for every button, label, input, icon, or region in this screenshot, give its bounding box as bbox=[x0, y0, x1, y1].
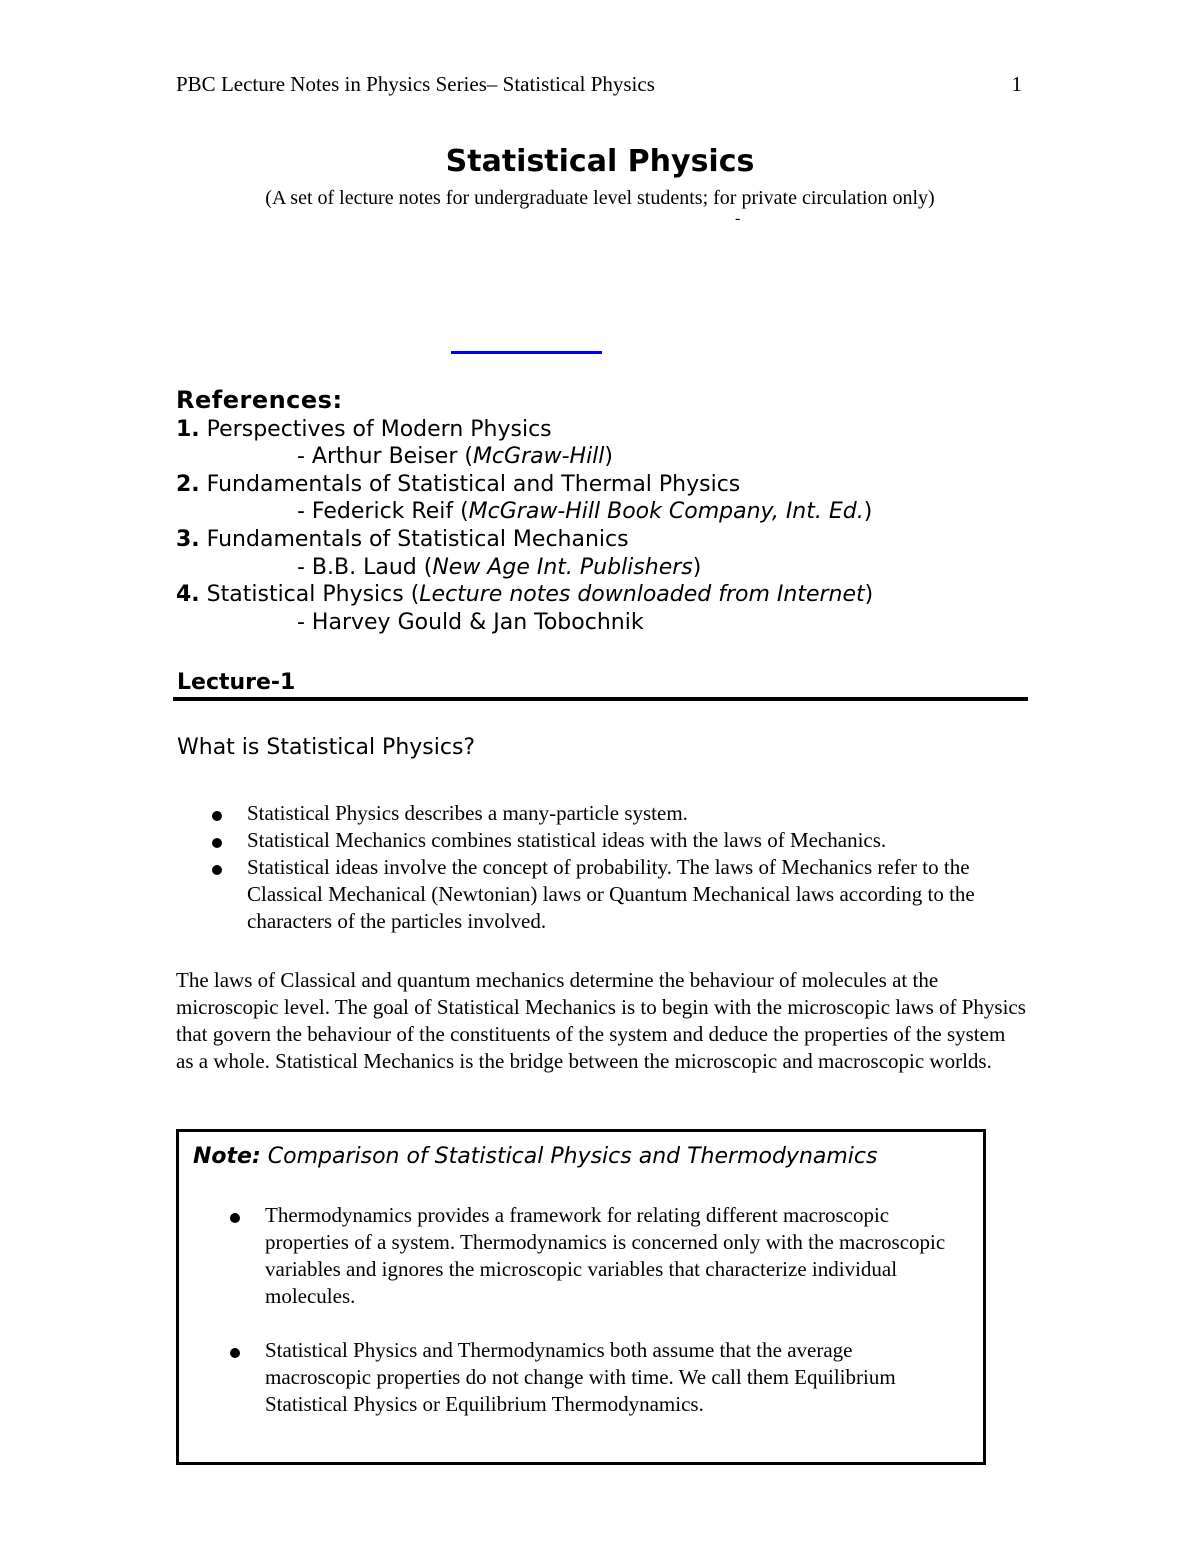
document-title: Statistical Physics bbox=[445, 144, 755, 179]
body-paragraph: The laws of Classical and quantum mechanics determine the behaviour of molecules at the microscopic level. The goal of Statistical Mechanics is to begin with the microscopic laws of Physics that govern the behaviour of the constituents of the system and deduce the properties of the system as a whole. Statistical Mechanics is the bridge between the microscopic and macroscopic worlds. bbox=[176, 968, 1026, 1073]
reference-item bbox=[176, 526, 873, 554]
note-title-text: Comparison of Statistical Physics and Thermodynamics bbox=[260, 1144, 878, 1169]
document-subtitle: (A set of lecture notes for undergraduate level students; for private circulation only) bbox=[265, 187, 935, 209]
reference-item bbox=[176, 471, 873, 499]
page-number: 1 bbox=[1011, 72, 1022, 96]
hyperlink-underline[interactable] bbox=[451, 351, 602, 354]
note-bullet-list bbox=[179, 1202, 949, 1418]
reference-title: Fundamentals of Statistical Mechanics bbox=[199, 526, 629, 552]
list-item: Statistical ideas involve the concept of probability. The laws of Mechanics refer to the Classical Mechanical (Newtonian) laws or Quantum Mechanical laws according to the characters of the particles involved. bbox=[176, 854, 1016, 935]
list-item: Statistical Physics describes a many-particle system. bbox=[176, 800, 1016, 827]
running-header bbox=[176, 72, 1026, 97]
reference-author: - B.B. Laud (New Age Int. Publishers) bbox=[297, 554, 702, 580]
list-item: Thermodynamics provides a framework for relating different macroscopic properties of a system. Thermodynamics is concerned only with the macroscopic variables and ignores the microscopic variables that characterize individual molecules. bbox=[179, 1202, 949, 1310]
reference-author: - Harvey Gould & Jan Tobochnik bbox=[297, 609, 644, 635]
section-heading: What is Statistical Physics? bbox=[177, 735, 476, 760]
reference-title: Fundamentals of Statistical and Thermal Physics bbox=[199, 471, 741, 497]
list-item: Statistical Physics and Thermodynamics both assume that the average macroscopic properties do not change with time. We call them Equilibrium Statistical Physics or Equilibrium Thermodynamics. bbox=[179, 1337, 949, 1418]
reference-publisher: New Age Int. Publishers bbox=[432, 554, 693, 580]
note-label: Note: bbox=[193, 1144, 261, 1169]
references-section bbox=[176, 387, 873, 636]
bullet-icon bbox=[212, 838, 222, 848]
note-box bbox=[176, 1129, 986, 1465]
reference-number: 3. bbox=[176, 526, 200, 552]
note-title bbox=[193, 1144, 877, 1169]
reference-title: Statistical Physics ( bbox=[199, 582, 420, 608]
reference-number: 2. bbox=[176, 471, 200, 497]
reference-item bbox=[176, 416, 873, 444]
reference-publisher: McGraw-Hill Book Company, Int. Ed. bbox=[468, 499, 864, 525]
bullet-icon bbox=[230, 1348, 240, 1358]
bullet-icon bbox=[212, 811, 222, 821]
reference-author: - Arthur Beiser (McGraw-Hill) bbox=[297, 444, 613, 470]
reference-author: - Federick Reif (McGraw-Hill Book Company, Int. Ed.) bbox=[297, 499, 873, 525]
dash-mark: - bbox=[735, 210, 741, 227]
heading-rule bbox=[173, 697, 1028, 701]
reference-number: 1. bbox=[176, 416, 200, 442]
bullet-icon bbox=[212, 865, 222, 875]
reference-item: 4. Statistical Physics (Lecture notes downloaded from Internet) bbox=[176, 582, 874, 608]
running-title: PBC Lecture Notes in Physics Series– Statistical Physics bbox=[176, 72, 655, 96]
references-heading: References: bbox=[176, 386, 343, 414]
intro-bullet-list bbox=[176, 800, 1016, 935]
reference-title-italic: Lecture notes downloaded from Internet bbox=[419, 582, 865, 608]
reference-number: 4. bbox=[176, 582, 200, 608]
reference-publisher: McGraw-Hill bbox=[472, 444, 605, 470]
lecture-heading: Lecture-1 bbox=[177, 670, 296, 695]
bullet-icon bbox=[230, 1213, 240, 1223]
list-item: Statistical Mechanics combines statistical ideas with the laws of Mechanics. bbox=[176, 827, 1016, 854]
reference-title: Perspectives of Modern Physics bbox=[199, 416, 552, 442]
